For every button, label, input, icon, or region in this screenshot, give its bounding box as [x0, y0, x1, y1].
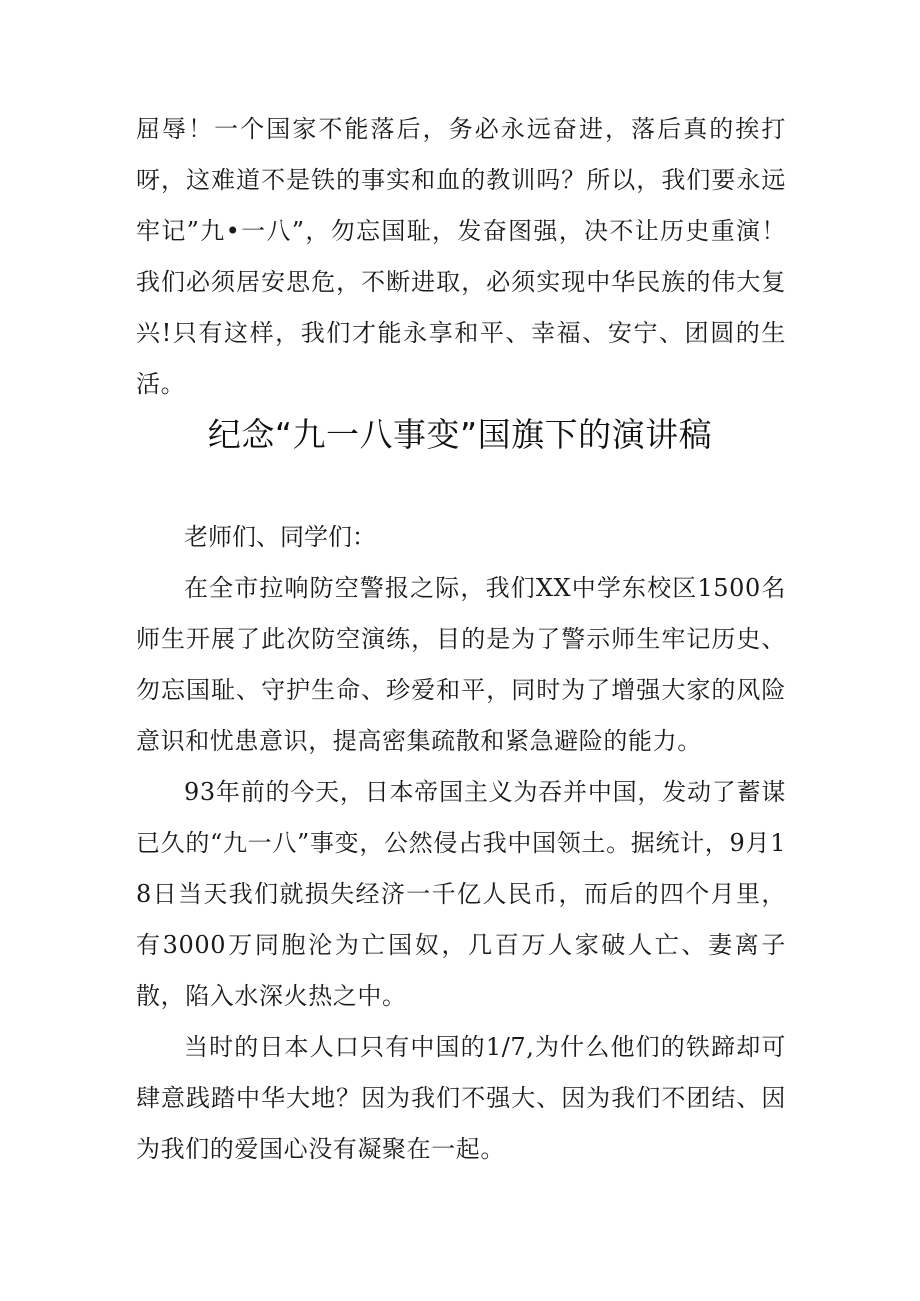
body-paragraph-1: 在全市拉响防空警报之际，我们XX中学东校区1500名师生开展了此次防空演练，目的是为了警示师生牢记历史、勿忘国耻、守护生命、珍爱和平，同时为了增强大家的风险意识和忧患意识，提高密集疏散和紧急避险的能力。 — [136, 574, 786, 755]
continued-paragraph: 屈辱！一个国家不能落后，务必永远奋进，落后真的挨打呀，这难道不是铁的事实和血的教训吗？所以，我们要永远牢记”九•一八”，勿忘国耻，发奋图强，决不让历史重演！我们必须居安思危，不断进取，必须实现中华民族的伟大复兴!只有这样，我们才能永享和平、幸福、安宁、团圆的生活。 — [136, 115, 786, 398]
greeting: 老师们、同学们： — [184, 523, 376, 551]
body-paragraph-3: 当时的日本人口只有中国的1/7,为什么他们的铁蹄却可肆意践踏中华大地？因为我们不强大、因为我们不团结、因为我们的爱国心没有凝聚在一起。 — [136, 1033, 786, 1163]
page-title: 纪念“九一八事变”国旗下的演讲稿 — [207, 415, 713, 454]
body-paragraph-2: 93年前的今天，日本帝国主义为吞并中国，发动了蓄谋已久的“九一八”事变，公然侵占我中国领土。据统计，9月18日当天我们就损失经济一千亿人民币，而后的四个月里，有3000万同胞沦为亡国奴，几百万人家破人亡、妻离子散，陷入水深火热之中。 — [136, 778, 786, 1010]
